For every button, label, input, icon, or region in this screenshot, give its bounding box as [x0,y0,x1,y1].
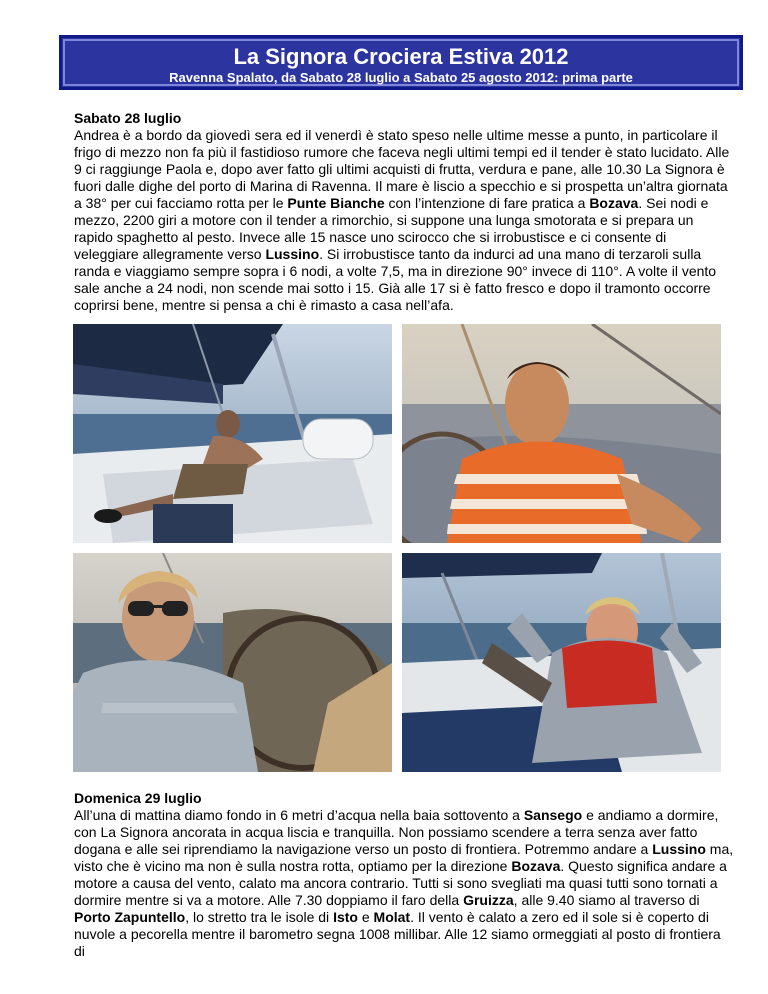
day-text: All’una di mattina diamo fondo in 6 metri d’acqua nella baia sottovento a Sansego e andiamo a dormire, con La Signora ancorata in acqua liscia e tranquilla. Non possiamo scendere a terra senza aver fatto dogana e alle sei riprendiamo la navigazione verso un posto di frontiera. Potremmo andare a Lussino ma, visto che è vicino ma non è sulla nostra rotta, optiamo per la direzione Bozava. Questo significa andare a motore a causa del vento, calato ma ancora contrario. Tutti si sono svegliati ma quasi tutti sono tornati a dormire mentre si va a motore. Alle 7.30 doppiamo il faro della Gruizza, alle 9.40 siamo al traverso di Porto Zapuntello, lo stretto tra le isole di Isto e Molat. Il vento è calato a zero ed il sole si è coperto di nuvole a pecorella mentre il barometro segna 1008 millibar. Alle 12 siamo ormeggiati al posto di frontiera di [74,807,734,959]
place-name: Isto [333,909,358,925]
day-section-1 [74,110,734,314]
place-name: Porto Zapuntello [74,909,186,925]
place-name: Bozava [589,195,639,211]
day-date: Sabato 28 luglio [74,110,182,126]
place-name: Bozava [511,858,561,874]
document-header [59,35,743,90]
place-name: Sansego [523,807,583,823]
day-date: Domenica 29 luglio [74,790,202,806]
place-name: Punte Bianche [287,195,385,211]
document-title: La Signora Crociera Estiva 2012 [233,44,569,69]
place-name: Lussino [265,246,320,262]
photo-man-reclining [73,324,392,543]
photo-woman-life-jacket [402,553,721,772]
day-section-2 [74,790,734,960]
document-subtitle: Ravenna Spalato, da Sabato 28 luglio a Sabato 25 agosto 2012: prima parte [169,70,633,85]
day-text: Andrea è a bordo da giovedì sera ed il venerdì è stato speso nelle ultime messe a punto, in particolare il frigo di mezzo non fa più il fastidioso rumore che faceva negli ultimi tempi ed il tender è stato lucidato. Alle 9 ci raggiunge Paola e, dopo aver fatto gli ultimi acquisti di frutta, verdura e pane, alle 10.30 La Signora è fuori dalle dighe del porto di Marina di Ravenna. Il mare è liscio a specchio e si prospetta un’altra giornata a 38° per cui facciamo rotta per le Punte Bianche con l’intenzione di fare pratica a Bozava. Sei nodi e mezzo, 2200 giri a motore con il tender a rimorchio, si suppone una lunga smotorata e si prepara un rapido spaghetto al pesto. Invece alle 15 nasce uno scirocco che si irrobustisce e ci consente di veleggiare allegramente verso Lussino. Si irrobustisce tanto da indurci ad una mano di terzaroli sulla randa e viaggiamo sempre sopra i 6 nodi, a volte 7,5, ma in direzione 90° invece di 110°. A volte il vento sale anche a 24 nodi, non scende mai sotto i 15. Già alle 17 si è fatto fresco e dopo il tramonto occorre coprirsi bene, mentre si pensa a chi è rimasto a casa nell’afa. [74,127,730,313]
place-name: Gruizza [463,892,514,908]
place-name: Lussino [652,841,706,857]
place-name: Molat [373,909,411,925]
photo-man-striped-shirt [402,324,721,543]
photo-woman-sunglasses [73,553,392,772]
